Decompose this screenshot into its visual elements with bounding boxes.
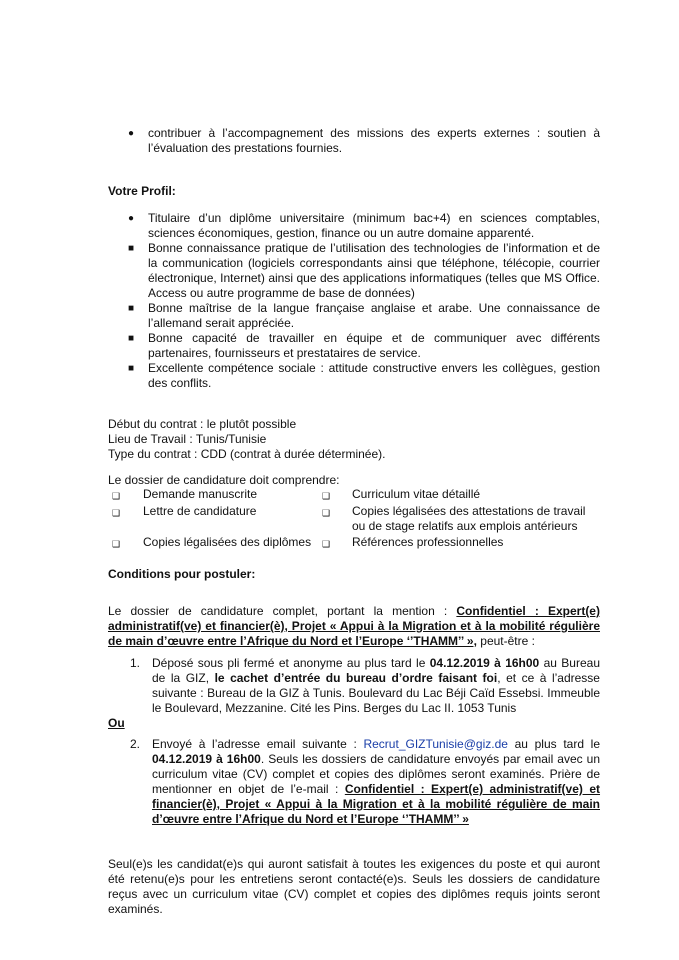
contract-type: Type du contrat : CDD (contrat à durée déterminée). (108, 447, 386, 461)
square-bullet-icon: ■ (128, 363, 135, 374)
email-link[interactable]: Recrut_GIZTunisie@giz.de (363, 737, 508, 751)
dossier-item: Copies légalisées des diplômes (143, 535, 312, 549)
conditions-paragraph: Le dossier de candidature complet, portant la mention : Confidentiel : Expert(e) administratif(ve) et financier(è), Projet « Appui à la Migration et à la mobilité régulière de main d’œuvre entre l’Afrique du Nord et l’Europe ‘’THAMM’’ », peut-être : (108, 604, 600, 648)
square-bullet-icon: ■ (128, 333, 135, 344)
square-bullet-icon: ■ (128, 243, 135, 254)
contract-start: Début du contrat : le plutôt possible (108, 417, 297, 431)
document-page: ● contribuer à l’accompagnement des missions des experts externes : soutien à l’évaluation des prestations fournies. Votre Profil: ● Titulaire d’un diplôme universitaire (minimum bac+4) en sciences comptables, sciences économiques, gestion, finance ou un autre domaine apparenté. ■ Bonne connaissance pratique de l’utilisation des technologies de l’information et de la communication (logiciels correspondants ainsi que téléphone, télécopie, courrier électronique, Internet) ainsi que des applications informatiques (telles que MS Office. Access ou autre programme de base de données) ■ Bonne maîtrise de la langue française anglaise et arabe. Une connaissance de l’allemand serait appréciée. ■ Bonne capacité de travailler en équipe et de communiquer avec différents partenaires, fournisseurs et prestataires de service. ■ Excellente compétence sociale : attitude constructive envers les collègues, gestion des conflits. Début du contrat : le plutôt possible Lieu de Travail : Tunis/Tunisie Type du contrat : CDD (contrat à durée déterminée). Le dossier de candidature doit comprendre: ❑ Demande manuscrite ❑ Curriculum vitae détaillé ❑ Lettre de candidature ❑ Copies légalisées des attestations de travail ou de stage relatifs aux emplois antérieurs ❑ Copies légalisées des diplômes ❑ Références professionnelles Conditions pour postuler: Le dossier de candidature complet, portant la mention : Confidentiel : Expert(e) administratif(ve) et financier(è), Projet « Appui à la Migration et à la mobilité régulière de main d’œuvre entre l’Afrique du Nord et l’Europe ‘’THAMM’’ », peut-être : 1. Déposé sous pli fermé et anonyme au plus tard le 04.12.2019 à 16h00 au Bureau de la GIZ, le cachet d’entrée du bureau d’ordre faisant foi, et ce à l’adresse suivante : Bureau de la GIZ à Tunis. Boulevard du Lac Béji Caïd Essebsi. Immeuble le Boulevard, Mezzanine. Cité les Pins. Berges du Lac II. 1053 Tunis Ou 2. Envoyé à l’adresse email suivante : Recrut_GIZTunisie@giz.de au plus tard le 04.12.2019 à 16h00. Seuls les dossiers de candidature envoyés par email avec un curriculum vitae (CV) complet et copies des diplômes seront examinés. Prière de mentionner en objet de l’e-mail : Confidentiel : Expert(e) administratif(ve) et financier(è), Projet « Appui à la Migration et à la mobilité régulière de main d’œuvre entre l’Afrique du Nord et l’Europe ‘’THAMM’’ » Seul(e)s les candidat(e)s qui auront satisfait à toutes les exigences du poste et qui auront été retenu(e)s pour les entretiens seront contacté(e)s. Seuls les dossiers de candidature reçus avec un curriculum vitae (CV) complet et copies des diplômes requis joints seront examinés. (108, 126, 601, 916)
checkbox-icon: ❑ (112, 491, 121, 501)
checkbox-icon: ❑ (322, 491, 331, 501)
list-item: ● contribuer à l’accompagnement des missions des experts externes : soutien à l’évaluation des prestations fournies. (128, 126, 600, 155)
dossier-item: Demande manuscrite (143, 487, 258, 501)
checkbox-icon: ❑ (322, 508, 331, 518)
list-item: ■ Bonne capacité de travailler en équipe et de communiquer avec différents partenaires, fournisseurs et prestataires de service. (128, 331, 600, 360)
dossier-item: Copies légalisées des attestations de travail ou de stage relatifs aux emplois antérieurs (352, 504, 586, 533)
profile-heading: Votre Profil: (108, 184, 176, 198)
dossier-item: Références professionnelles (352, 535, 504, 549)
square-bullet-icon: ■ (128, 303, 135, 314)
checkbox-icon: ❑ (112, 539, 121, 549)
profile-list (108, 211, 600, 391)
conditions-heading: Conditions pour postuler: (108, 567, 256, 581)
list-item: ■ Excellente compétence sociale : attitude constructive envers les collègues, gestion des conflits. (128, 361, 600, 390)
list-item: ● Titulaire d’un diplôme universitaire (minimum bac+4) en sciences comptables, sciences économiques, gestion, finance ou un autre domaine apparenté. (128, 211, 600, 240)
list-item: ■ Bonne connaissance pratique de l’utilisation des technologies de l’information et de la communication (logiciels correspondants ainsi que téléphone, télécopie, courrier électronique, Internet) ainsi que des applications informatiques (telles que MS Office. Access ou autre programme de base de données) (128, 241, 600, 300)
closing-paragraph: Seul(e)s les candidat(e)s qui auront satisfait à toutes les exigences du poste et qui auront été retenu(e)s pour les entretiens seront contacté(e)s. Seuls les dossiers de candidature reçus avec un curriculum vitae (CV) complet et copies des diplômes requis joints seront examinés. (108, 857, 600, 916)
dossier-intro: Le dossier de candidature doit comprendre: (108, 473, 340, 487)
intro-bullet-list (108, 126, 600, 156)
checkbox-icon: ❑ (112, 508, 121, 518)
list-item: ■ Bonne maîtrise de la langue française anglaise et arabe. Une connaissance de l’allemand serait appréciée. (128, 301, 600, 330)
or-label: Ou (108, 716, 125, 730)
bullet-icon: ● (128, 213, 135, 224)
dossier-item: Lettre de candidature (143, 504, 257, 518)
dossier-item: Curriculum vitae détaillé (352, 487, 481, 501)
bullet-icon: ● (128, 128, 135, 139)
contract-location: Lieu de Travail : Tunis/Tunisie (108, 432, 267, 446)
checkbox-icon: ❑ (322, 539, 331, 549)
